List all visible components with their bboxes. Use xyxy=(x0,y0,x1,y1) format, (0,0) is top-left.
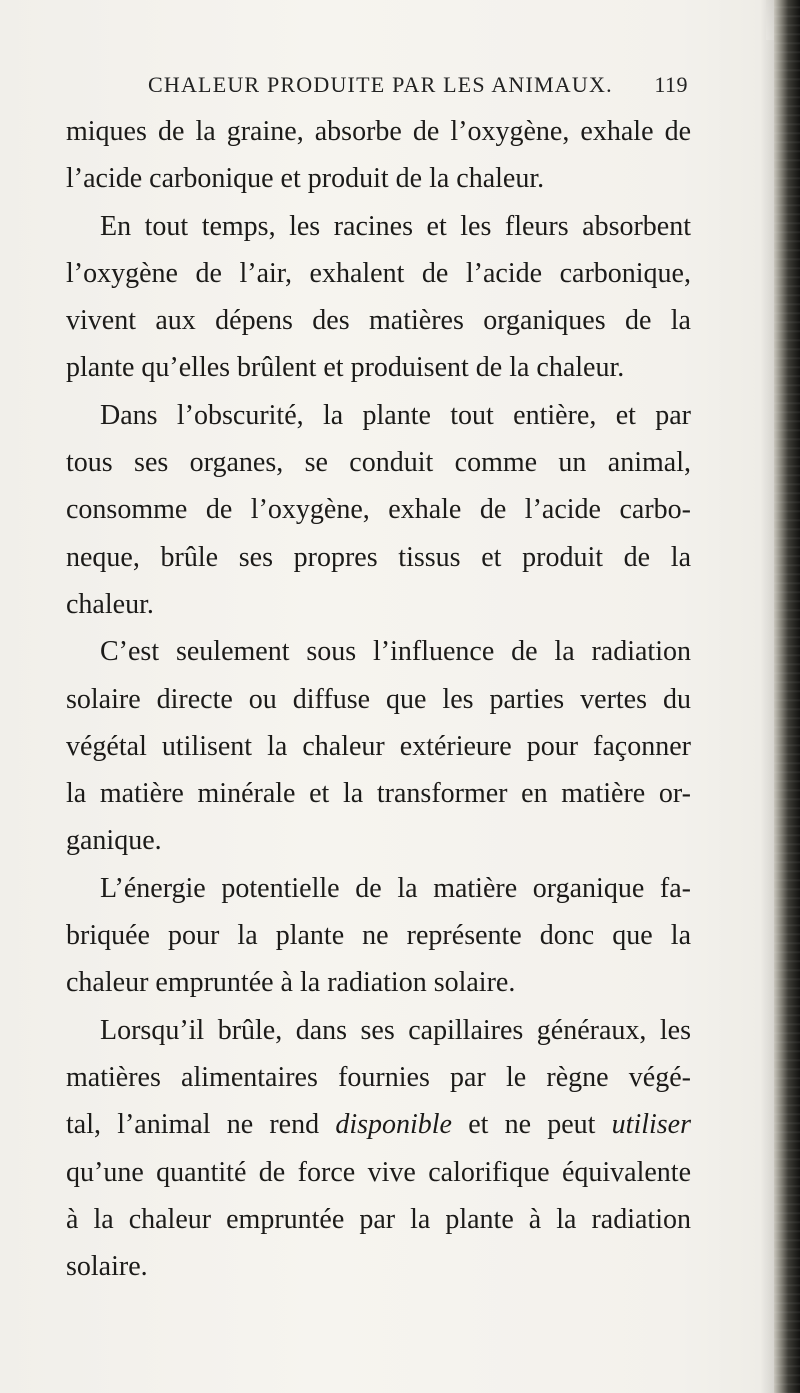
book-binding-edge xyxy=(774,0,800,1393)
text-line-with-emphasis xyxy=(66,1101,691,1148)
binding-shadow xyxy=(760,0,774,1393)
text-line: Dans l’obscurité, la plante tout entière, et par xyxy=(100,399,691,431)
text-line: Lorsqu’il brûle, dans ses capillaires généraux, les xyxy=(100,1014,691,1046)
text-line: solaire. xyxy=(66,1251,148,1283)
text-line: chaleur empruntée à la radiation solaire. xyxy=(66,967,516,999)
text-line: briquée pour la plante ne représente donc que la xyxy=(66,920,691,952)
running-head xyxy=(148,72,688,98)
text-line: ganique. xyxy=(66,825,162,857)
text-line: l’oxygène de l’air, exhalent de l’acide carbonique, xyxy=(66,257,691,289)
text-line: L’énergie potentielle de la matière organique fa- xyxy=(100,872,691,904)
text-line: à la chaleur empruntée par la plante à la radiation xyxy=(66,1203,691,1235)
emphasis-disponible: disponible xyxy=(335,1109,452,1141)
text-line: végétal utilisent la chaleur extérieure pour façonner xyxy=(66,730,691,762)
text-line: plante qu’elles brûlent et produisent de la chaleur. xyxy=(66,352,625,384)
text-line: chaleur. xyxy=(66,588,154,620)
text-line: solaire directe ou diffuse que les parties vertes du xyxy=(66,683,691,715)
text-line: miques de la graine, absorbe de l’oxygène, exhale de xyxy=(66,116,691,147)
running-head-title: CHALEUR PRODUITE PAR LES ANIMAUX. xyxy=(148,72,613,97)
text-fragment: tal, l’animal ne rend xyxy=(66,1109,336,1141)
emphasis-utiliser: utiliser xyxy=(611,1109,692,1141)
text-fragment: et ne peut xyxy=(451,1109,612,1141)
text-line: vivent aux dépens des matières organiques de la xyxy=(66,305,691,337)
text-line: C’est seulement sous l’influence de la radiation xyxy=(100,636,691,668)
text-line: la matière minérale et la transformer en matière or- xyxy=(66,778,691,810)
text-line: qu’une quantité de force vive calorifique équivalente xyxy=(66,1156,691,1188)
text-line: consomme de l’oxygène, exhale de l’acide carbo- xyxy=(66,494,691,526)
text-line: En tout temps, les racines et les fleurs absorbent xyxy=(100,210,691,242)
text-line: neque, brûle ses propres tissus et produit de la xyxy=(66,541,691,573)
text-line: tous ses organes, se conduit comme un animal, xyxy=(66,447,691,479)
text-line: l’acide carbonique et produit de la chaleur. xyxy=(66,163,545,195)
text-line: matières alimentaires fournies par le règne végé- xyxy=(66,1061,691,1093)
page-number: 119 xyxy=(654,72,688,97)
body-text xyxy=(66,108,691,1290)
